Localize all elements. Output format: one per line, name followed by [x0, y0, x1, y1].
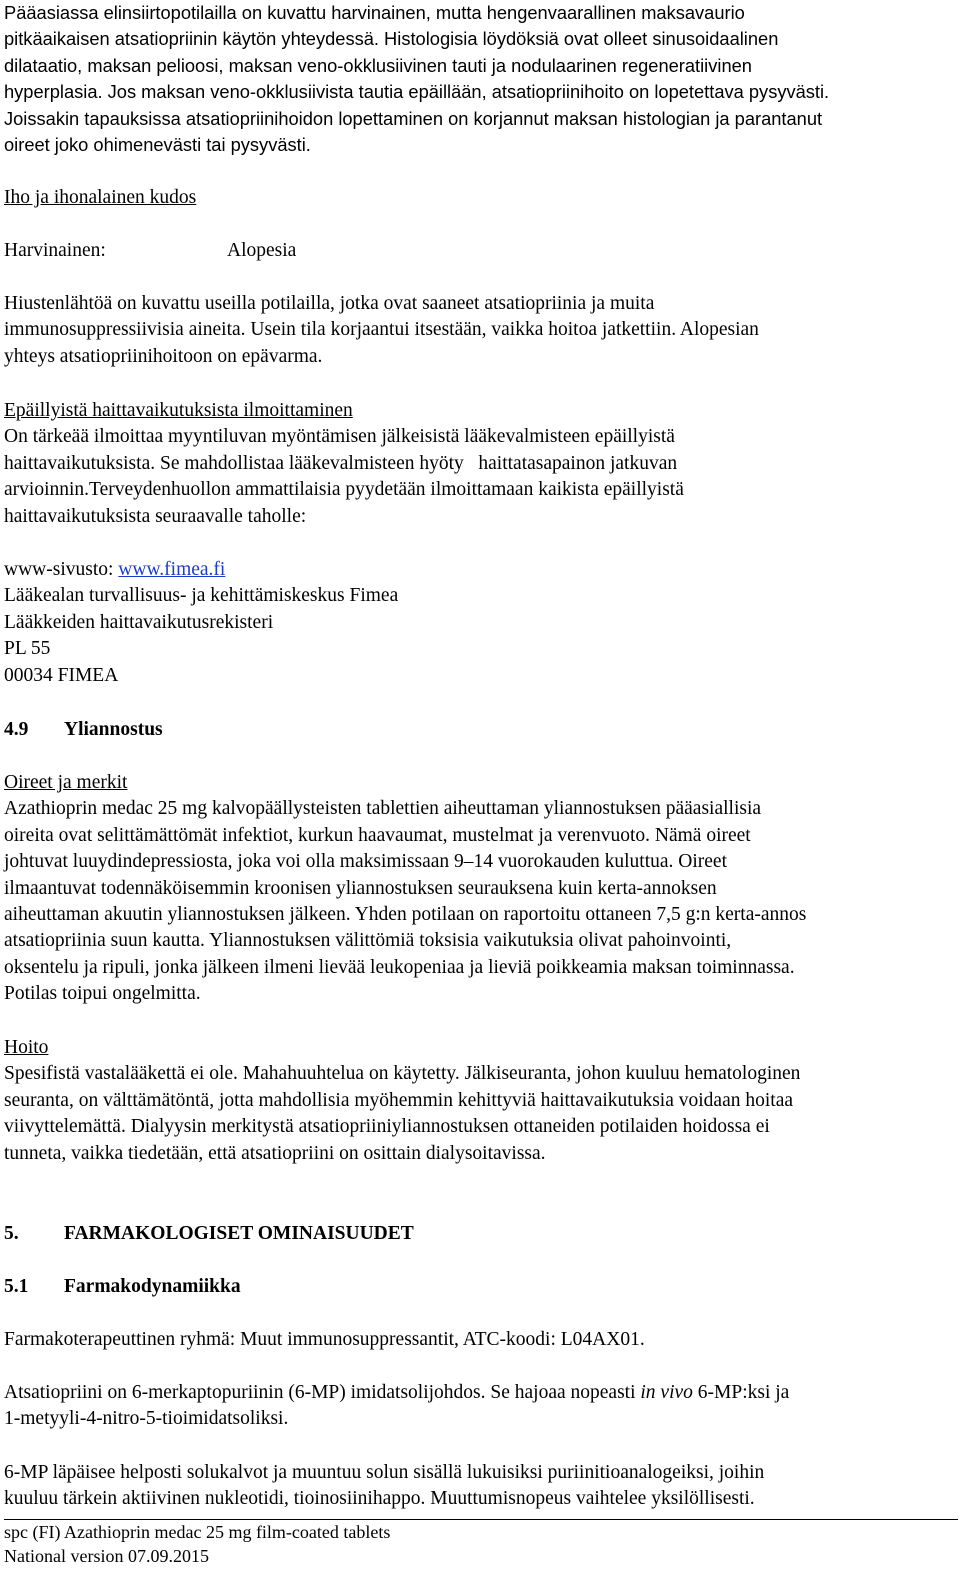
subsection-title: Farmakodynamiikka: [64, 1276, 241, 1297]
address-line: PL 55: [4, 638, 51, 660]
section-number: 5.: [4, 1223, 19, 1244]
text-line: hyperplasia. Jos maksan veno-okklusiivista tautia epäillään, atsatiopriinihoito on lopetettava pysyvästi.: [4, 81, 830, 103]
text-line: oksentelu ja ripuli, jonka jälkeen ilmeni lievää leukopeniaa ja lieviä poikkeamia maksan toiminnassa.: [4, 956, 795, 978]
website-line: [4, 557, 956, 583]
treatment-heading: Hoito: [4, 1037, 49, 1058]
alopecia-paragraph: [4, 291, 956, 370]
text-line: arvioinnin.Terveydenhuollon ammattilaisia pyydetään ilmoittamaan kaikista epäillyistä: [4, 479, 684, 501]
text-line: Farmakoterapeuttinen ryhmä: Muut immunosuppressantit, ATC-koodi: L04AX01.: [4, 1329, 645, 1350]
6mp-paragraph: [4, 1460, 956, 1513]
frequency-value: Alopesia: [227, 240, 297, 261]
text-fragment: 6-MP:ksi ja: [692, 1382, 790, 1403]
text-line: 6-MP läpäisee helposti solukalvot ja muuntuu solun sisällä lukuisiksi puriinitioanalogeiksi, joihin: [4, 1462, 765, 1483]
frequency-label: Harvinainen:: [4, 240, 106, 261]
text-line: atsatiopriinia suun kautta. Yliannostuksen välittömiä toksisia vaikutuksia olivat pahoinvointi,: [4, 930, 732, 952]
text-line: tunneta, vaikka tiedetään, että atsatiopriini on osittain dialysoitavissa.: [4, 1142, 546, 1164]
text-line: haittavaikutuksista. Se mahdollistaa lääkevalmisteen hyöty haittatasapainon jatkuvan: [4, 452, 678, 474]
overdose-section-heading: [4, 717, 956, 743]
address-line: Lääkealan turvallisuus- ja kehittämiskeskus Fimea: [4, 585, 399, 607]
text-line: pitkäaikaisen atsatiopriinin käytön yhteydessä. Histologisia löydöksiä ovat olleet sinusoidaalinen: [4, 28, 779, 50]
address-line: 00034 FIMEA: [4, 664, 119, 686]
skin-heading-text: Iho ja ihonalainen kudos: [4, 187, 197, 208]
text-line: aiheuttaman akuutin yliannostuksen jälkeen. Yhden potilaan on raportoitu ottaneen 7,5 g:n kerta-annos: [4, 904, 807, 926]
text-line: yhteys atsatiopriinihoitoon on epävarma.: [4, 345, 323, 367]
footer-product: spc (FI) Azathioprin medac 25 mg film-coated tablets: [4, 1522, 391, 1542]
text-line: Joissakin tapauksissa atsatiopriinihoidon lopettaminen on korjannut maksan histologian ja parantanut: [4, 107, 823, 129]
text-line: Hiustenlähtöä on kuvattu useilla potilailla, jotka ovat saaneet atsatiopriinia ja muita: [4, 293, 655, 314]
text-line: oireita ovat selittämättömät infektiot, kurkun haavaumat, mustelmat ja verenvuoto. Nämä oireet: [4, 824, 751, 846]
fimea-link[interactable]: www.fimea.fi: [118, 559, 226, 580]
symptoms-section: [4, 770, 956, 1008]
contact-block: [4, 557, 956, 689]
frequency-row: [4, 238, 956, 264]
text-line: dilataatio, maksan pelioosi, maksan veno-okklusiivinen tauti ja nodulaarinen regeneratiivinen: [4, 54, 752, 76]
section-title: Yliannostus: [64, 719, 163, 740]
pharmacology-section-heading: [4, 1221, 956, 1247]
text-line: Azathioprin medac 25 mg kalvopäällysteisten tablettien aiheuttaman yliannostuksen pääasiallisia: [4, 798, 762, 820]
symptoms-heading: Oireet ja merkit: [4, 772, 128, 793]
website-label: www-sivusto:: [4, 559, 119, 580]
section-title: FARMAKOLOGISET OMINAISUUDET: [64, 1223, 414, 1244]
therapeutic-group-line: [4, 1327, 956, 1353]
text-line: johtuvat luuydindepressiosta, joka voi olla maksimissaan 9–14 vuorokauden kuluttua. Oireet: [4, 851, 727, 873]
subsection-number: 5.1: [4, 1276, 29, 1297]
text-line: Pääasiassa elinsiirtopotilailla on kuvattu harvinainen, mutta hengenvaarallinen maksavaurio: [4, 2, 745, 23]
section-number: 4.9: [4, 719, 29, 740]
text-fragment: Atsatiopriini on 6-merkaptopuriinin (6-MP) imidatsolijohdos. Se hajoaa nopeasti: [4, 1382, 641, 1403]
reporting-heading: Epäillyistä haittavaikutuksista ilmoittaminen: [4, 400, 353, 421]
text-line: haittavaikutuksista seuraavalle taholle:: [4, 505, 307, 527]
text-line: kuuluu tärkein aktiivinen nukleotidi, tioinosiinihappo. Muuttumisnopeus vaihtelee yksilöllisesti.: [4, 1488, 755, 1510]
skin-heading: [4, 185, 956, 211]
text-line: Potilas toipui ongelmitta.: [4, 983, 201, 1005]
italic-text: in vivo: [640, 1382, 693, 1403]
text-line: [4, 1380, 956, 1406]
address-line: Lääkkeiden haittavaikutusrekisteri: [4, 611, 274, 633]
text-line: oireet joko ohimenevästi tai pysyvästi.: [4, 134, 311, 156]
liver-damage-paragraph: [4, 0, 956, 158]
text-line: seuranta, on välttämätöntä, jotta mahdollisia myöhemmin kehittyviä haittavaikutuksia voidaan hoitaa: [4, 1089, 794, 1111]
footer-version: National version 07.09.2015: [4, 1546, 209, 1566]
text-line: 1-metyyli-4-nitro-5-tioimidatsoliksi.: [4, 1408, 289, 1430]
text-line: Spesifistä vastalääkettä ei ole. Mahahuuhtelua on käytetty. Jälkiseuranta, johon kuuluu hematologinen: [4, 1063, 801, 1085]
text-line: immunosuppressiivisia aineita. Usein tila korjaantui itsestään, vaikka hoitoa jatkettiin. Alopesian: [4, 319, 759, 341]
text-line: ilmaantuvat todennäköisemmin kroonisen yliannostuksen seurauksena kuin kerta-annoksen: [4, 877, 717, 899]
reporting-section: [4, 398, 956, 530]
text-line: On tärkeää ilmoittaa myyntiluvan myöntämisen jälkeisistä lääkevalmisteen epäillyistä: [4, 426, 675, 448]
text-line: viivyttelemättä. Dialyysin merkitystä atsatiopriiniyliannostuksen ottaneiden potilaiden hoidossa ei: [4, 1116, 770, 1138]
treatment-section: [4, 1035, 956, 1167]
azathioprine-paragraph: [4, 1380, 956, 1433]
pharmacodynamics-heading: [4, 1274, 956, 1300]
page-footer: [4, 1519, 958, 1568]
